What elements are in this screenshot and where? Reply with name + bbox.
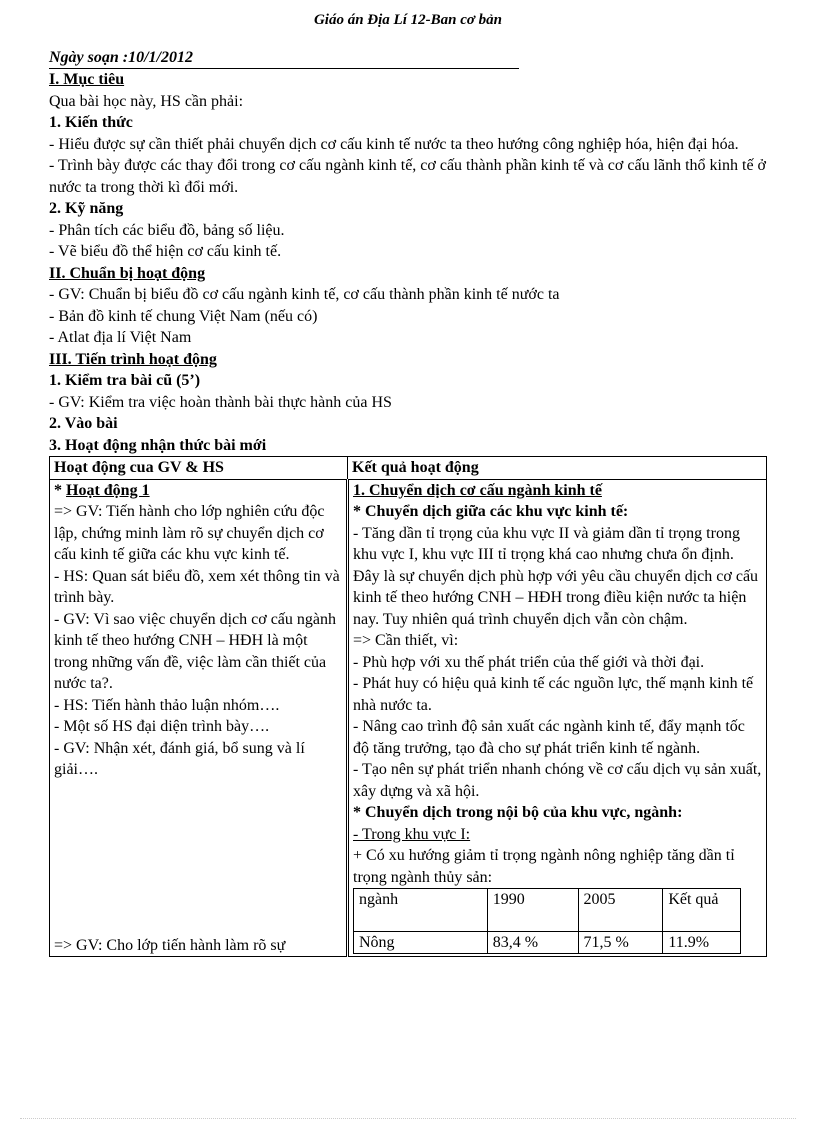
right-line: - Phát huy có hiệu quả kinh tế các nguồn lực, thế mạnh kinh tế nhà nước ta. bbox=[353, 675, 754, 714]
left-line: - HS: Quan sát biểu đồ, xem xét thông tin và trình bày. bbox=[54, 567, 340, 606]
left-line: => GV: Tiến hành cho lớp nghiên cứu độc lập, chứng minh làm rõ sự chuyển dịch cơ cấu kinh tế giữa các khu vực kinh tế. bbox=[54, 503, 325, 563]
step1-text: - GV: Kiểm tra việc hoàn thành bài thực hành của HS bbox=[49, 393, 392, 411]
document-body bbox=[49, 48, 771, 957]
knowledge-item: - Trình bày được các thay đổi trong cơ cấu ngành kinh tế, cơ cấu thành phần kinh tế và cơ cấu lãnh thổ kinh tế ở nước ta trong thời kì đổi mới. bbox=[49, 157, 767, 196]
section-objectives-title: I. Mục tiêu bbox=[49, 71, 125, 88]
sector-header-nganh: ngành bbox=[354, 889, 488, 932]
intro-text: Qua bài học này, HS cần phải: bbox=[49, 92, 244, 110]
right-line: - Nâng cao trình độ sản xuất các ngành kinh tế, đẩy mạnh tốc độ tăng trưởng, tạo đà cho sự phát triển kinh tế ngành. bbox=[353, 718, 745, 757]
knowledge-item: - Hiểu được sự cần thiết phải chuyển dịch cơ cấu kinh tế nước ta theo hướng công nghiệp hóa, hiện đại hóa. bbox=[49, 135, 739, 153]
left-line: - HS: Tiến hành thảo luận nhóm…. bbox=[54, 696, 280, 714]
activity-title: Hoạt động 1 bbox=[66, 481, 150, 499]
col-header-results: Kết quả hoạt động bbox=[348, 457, 767, 480]
date-line: Ngày soạn :10/1/2012 bbox=[49, 48, 519, 69]
skill-item: - Phân tích các biểu đồ, bảng số liệu. bbox=[49, 221, 285, 239]
page-bottom-divider bbox=[20, 1118, 796, 1119]
sector-header-1990: 1990 bbox=[487, 889, 578, 932]
right-title: 1. Chuyển dịch cơ cấu ngành kinh tế bbox=[353, 481, 602, 499]
sector-cell: 71,5 % bbox=[578, 932, 663, 954]
step1-title: 1. Kiểm tra bài cũ (5’) bbox=[49, 372, 201, 389]
section-prep-title: II. Chuẩn bị hoạt động bbox=[49, 264, 206, 282]
prep-item: - Atlat địa lí Việt Nam bbox=[49, 329, 192, 346]
right-line: - Tăng dần tỉ trọng của khu vực II và giảm dần tỉ trọng trong khu vực I, khu vực III tỉ trọng khá cao nhưng chưa ổn định. bbox=[353, 524, 740, 563]
right-line: - Tạo nên sự phát triển nhanh chóng về cơ cấu dịch vụ sản xuất, xây dựng và xã hội. bbox=[353, 761, 762, 800]
left-bottom-line: => GV: Cho lớp tiến hành làm rõ sự bbox=[54, 936, 286, 954]
sector-table bbox=[353, 888, 741, 954]
left-line: - GV: Nhận xét, đánh giá, bổ sung và lí giải…. bbox=[54, 739, 305, 778]
right-sub2-item: - Trong khu vực I: bbox=[353, 825, 471, 843]
right-line: => Cần thiết, vì: bbox=[353, 632, 459, 649]
right-line: - Phù hợp với xu thế phát triển của thế giới và thời đại. bbox=[353, 653, 705, 671]
step2-title: 2. Vào bài bbox=[49, 415, 118, 432]
skill-item: - Vẽ biểu đồ thể hiện cơ cấu kinh tế. bbox=[49, 243, 282, 260]
sector-cell: 83,4 % bbox=[487, 932, 578, 954]
left-cell bbox=[50, 479, 348, 957]
prep-item: - Bản đồ kinh tế chung Việt Nam (nếu có) bbox=[49, 307, 318, 325]
section-process-title: III. Tiến trình hoạt động bbox=[49, 350, 217, 368]
right-line: Đây là sự chuyển dịch phù hợp với yêu cầu chuyển dịch cơ cấu kinh tế theo hướng CNH – HĐH trong điều kiện nước ta hiện nay. Tuy nhiên quá trình chuyển dịch vẫn còn chậm. bbox=[353, 567, 759, 628]
left-line: - GV: Vì sao việc chuyển dịch cơ cấu ngành kinh tế theo hướng CNH – HĐH là một trong những vấn đề, việc làm cần thiết của nước ta?. bbox=[54, 610, 336, 692]
sector-header-result: Kết quả bbox=[663, 889, 741, 932]
left-line: - Một số HS đại diện trình bày…. bbox=[54, 718, 270, 735]
page-header: Giáo án Địa Lí 12-Ban cơ bản bbox=[313, 12, 503, 28]
sector-cell: Nông bbox=[354, 932, 488, 954]
prep-item: - GV: Chuẩn bị biểu đồ cơ cấu ngành kinh tế, cơ cấu thành phần kinh tế nước ta bbox=[49, 286, 560, 303]
sector-cell: 11.9% bbox=[663, 932, 741, 954]
right-sub2-text: + Có xu hướng giảm tỉ trọng ngành nông nghiệp tăng dần tỉ trọng ngành thủy sản: bbox=[353, 847, 735, 886]
right-sub1: * Chuyển dịch giữa các khu vực kinh tế: bbox=[353, 503, 629, 520]
step3-title: 3. Hoạt động nhận thức bài mới bbox=[49, 436, 267, 454]
right-sub2: * Chuyển dịch trong nội bộ của khu vực, ngành: bbox=[353, 804, 683, 821]
activity-heading: * Hoạt động 1 bbox=[54, 481, 150, 499]
activity-table bbox=[49, 456, 767, 957]
right-cell bbox=[348, 479, 767, 957]
col-header-activities: Hoạt động cua GV & HS bbox=[50, 457, 348, 480]
knowledge-title: 1. Kiến thức bbox=[49, 114, 133, 131]
skills-title: 2. Kỹ năng bbox=[49, 200, 124, 217]
sector-header-2005: 2005 bbox=[578, 889, 663, 932]
